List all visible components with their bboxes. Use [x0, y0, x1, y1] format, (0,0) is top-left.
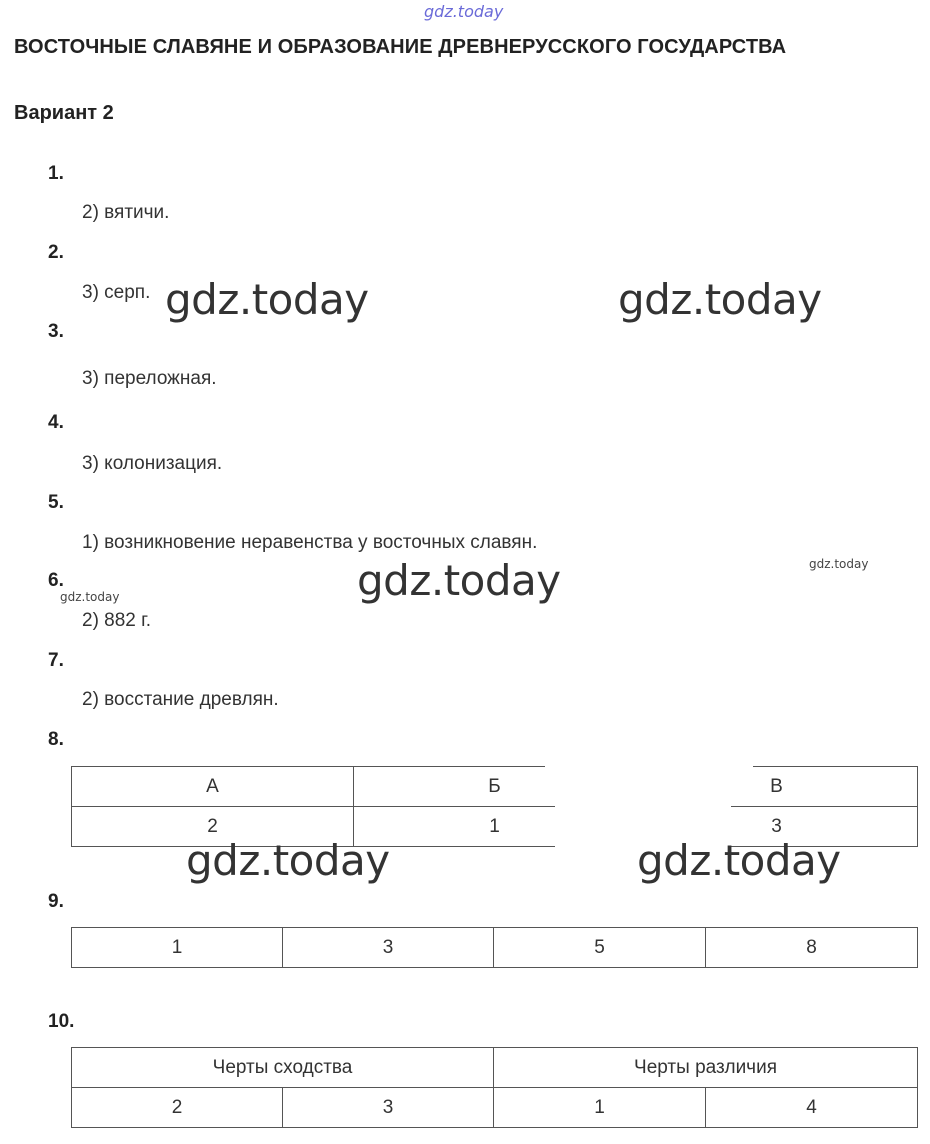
- question-number-9: 9.: [48, 891, 64, 912]
- answer-7: 2) восстание древлян.: [82, 689, 279, 710]
- table8-value-a: 2: [72, 807, 354, 847]
- watermark-overlay-2: gdz.today: [618, 275, 822, 324]
- table9-cell-2: 3: [283, 928, 494, 968]
- table8-value-b: 1: [354, 807, 636, 847]
- answer-2: 3) серп.: [82, 282, 151, 303]
- table8-erased-area: [545, 760, 753, 806]
- answer-4: 3) колонизация.: [82, 453, 223, 474]
- question-number-8: 8.: [48, 729, 64, 750]
- variant-heading: Вариант 2: [14, 102, 114, 124]
- watermark-overlay-1: gdz.today: [165, 275, 369, 324]
- table9-cell-3: 5: [494, 928, 706, 968]
- watermark-overlay-3: gdz.today: [357, 556, 561, 605]
- table9-cell-4: 8: [706, 928, 918, 968]
- answer-5: 1) возникновение неравенства у восточных славян.: [82, 532, 538, 553]
- table10-cell-1: 2: [72, 1088, 283, 1128]
- watermark-small-right: gdz.today: [809, 557, 869, 571]
- question-number-7: 7.: [48, 650, 64, 671]
- table8-header-b: Б: [354, 767, 636, 807]
- question-number-1: 1.: [48, 163, 64, 184]
- watermark-top: gdz.today: [424, 2, 504, 21]
- page-title: ВОСТОЧНЫЕ СЛАВЯНЕ И ОБРАЗОВАНИЕ ДРЕВНЕРУССКОГО ГОСУДАРСТВА: [14, 36, 787, 58]
- question-number-10: 10.: [48, 1011, 75, 1032]
- answer-table-9: [71, 927, 918, 968]
- table10-header-differences: Черты различия: [494, 1048, 918, 1088]
- question-number-4: 4.: [48, 412, 64, 433]
- watermark-overlay-4: gdz.today: [186, 836, 390, 885]
- table10-header-similarities: Черты сходства: [72, 1048, 494, 1088]
- answer-table-8: [71, 766, 918, 847]
- table8-value-v: 3: [636, 807, 918, 847]
- answer-3: 3) переложная.: [82, 368, 217, 389]
- question-number-2: 2.: [48, 242, 64, 263]
- question-number-5: 5.: [48, 492, 64, 513]
- answer-6: 2) 882 г.: [82, 610, 152, 631]
- table10-cell-4: 4: [706, 1088, 918, 1128]
- table10-cell-2: 3: [283, 1088, 494, 1128]
- answer-table-10: [71, 1047, 918, 1128]
- table9-cell-1: 1: [72, 928, 283, 968]
- question-number-3: 3.: [48, 321, 64, 342]
- watermark-small-left: gdz.today: [60, 590, 120, 604]
- table8-header-v: В: [636, 767, 918, 807]
- answer-1: 2) вятичи.: [82, 202, 170, 223]
- table8-header-a: А: [72, 767, 354, 807]
- table10-cell-3: 1: [494, 1088, 706, 1128]
- watermark-overlay-5: gdz.today: [637, 836, 841, 885]
- question-number-6: 6.: [48, 570, 64, 591]
